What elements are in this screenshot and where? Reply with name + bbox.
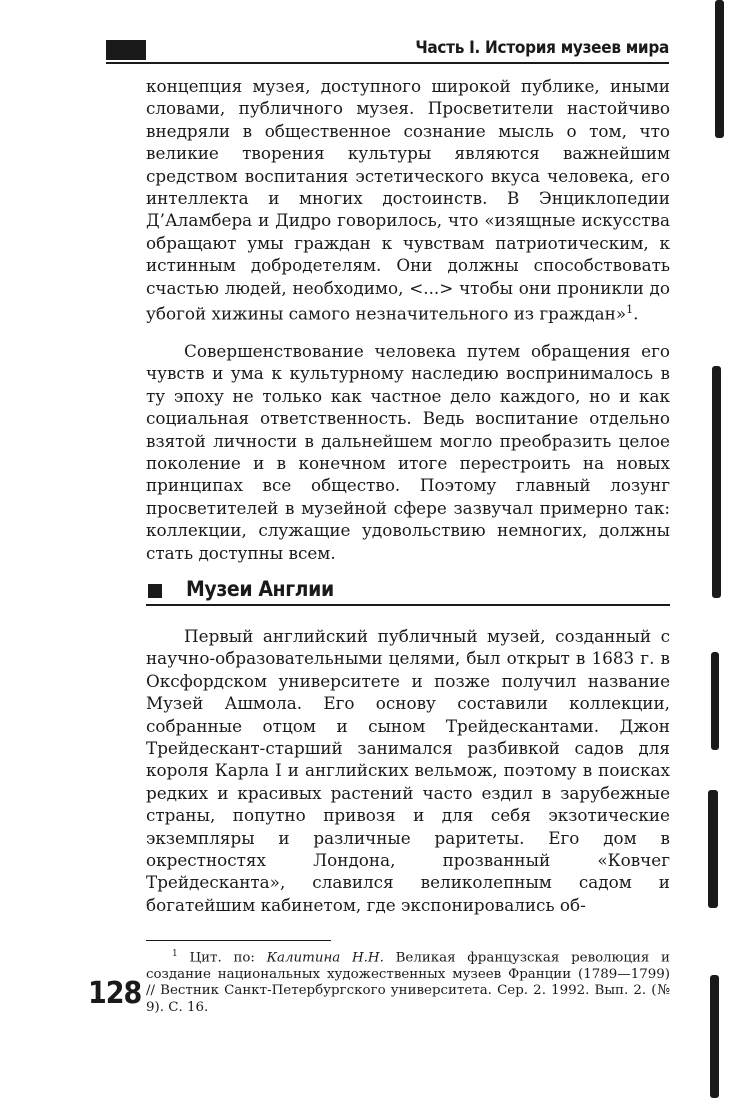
section-title: Музеи Англии	[186, 577, 334, 601]
paragraph-text: Первый английский публичный музей, созданный с научно-образовательными целями, был открыт в 1683 г. в Оксфордском университете и позже получил название Музей Ашмола. Его основу составили коллекции, собранные отцом и сыном Трейдескантами. Джон Трейдескант-старший занимался разбивкой садов для короля Карла I и английских вельмож, поэтому в поисках редких и красивых растений часто ездил в зарубежные страны, попутно привозя и для себя экзотические экземпляры и различные раритеты. Его дом в окрестностях Лондона, прозванный «Ковчег Трейдесканта», славился великолепным садом и богатейшим кабинетом, где экспонировались об-	[146, 626, 670, 915]
running-head: Часть I. История музеев мира	[415, 38, 669, 58]
header-rule	[106, 62, 669, 64]
paragraph-text: концепция музея, доступного широкой публике, иными словами, публичного музея. Просветители настойчиво внедряли в общественное сознание мысль о том, что великие творения культуры являются важнейшим средством воспитания эстетического вкуса человека, его интеллекта и многих достоинств. В Энциклопедии Д’Аламбера и Дидро говорилось, что «изящные искусства обращают умы граждан к чувствам патриотическим, к истинным добродетелям. Они должны способствовать счастью людей, необходимо, <...> чтобы они проникли до убогой хижины самого незначительного из граждан»$^1$.	[146, 76, 670, 324]
footnote-prefix: Цит. по:	[189, 950, 255, 966]
section-heading	[146, 577, 670, 605]
footnote-reference: 1	[626, 303, 634, 317]
footnote-author: Калитина Н.Н.	[266, 950, 384, 966]
paragraph-text: Совершенствование человека путем обращения его чувств и ума к культурному наследию воспринималось в ту эпоху не только как частное дело каждого, но и как социальная ответственность. Ведь воспитание отдельно взятой личности в дальнейшем могло преобразить целое поколение и в конечном итоге перестроить на новых принципах все общество. Поэтому главный лозунг просветителей в музейной сфере зазвучал примерно так: коллекции, служащие удовольствию немногих, должны стать доступны всем.	[146, 341, 670, 563]
scan-edge-mark	[715, 0, 724, 138]
page-number: 128	[88, 976, 142, 1011]
section-rule	[146, 604, 670, 606]
footnote-citation: Великая французская революция и создание национальных художественных музеев Франции (1789—1799) // Вестник Санкт-Петербургского университета. Сер. 2. 1992. Вып. 2. (№ 9). С. 16.	[146, 950, 670, 1015]
footnote-rule	[146, 940, 331, 941]
footnote	[146, 946, 670, 1016]
scan-edge-mark	[708, 790, 718, 908]
body-paragraph-3	[146, 625, 670, 916]
scan-edge-mark	[712, 366, 721, 598]
body-paragraph-2	[146, 340, 670, 564]
scan-edge-mark	[710, 975, 719, 1098]
square-bullet-icon	[148, 584, 162, 598]
header-decor-block	[106, 40, 146, 60]
body-paragraph-1	[146, 75, 670, 325]
footnote-number: 1	[172, 949, 178, 959]
footnote-text	[146, 946, 670, 1016]
scan-edge-mark	[711, 652, 719, 750]
